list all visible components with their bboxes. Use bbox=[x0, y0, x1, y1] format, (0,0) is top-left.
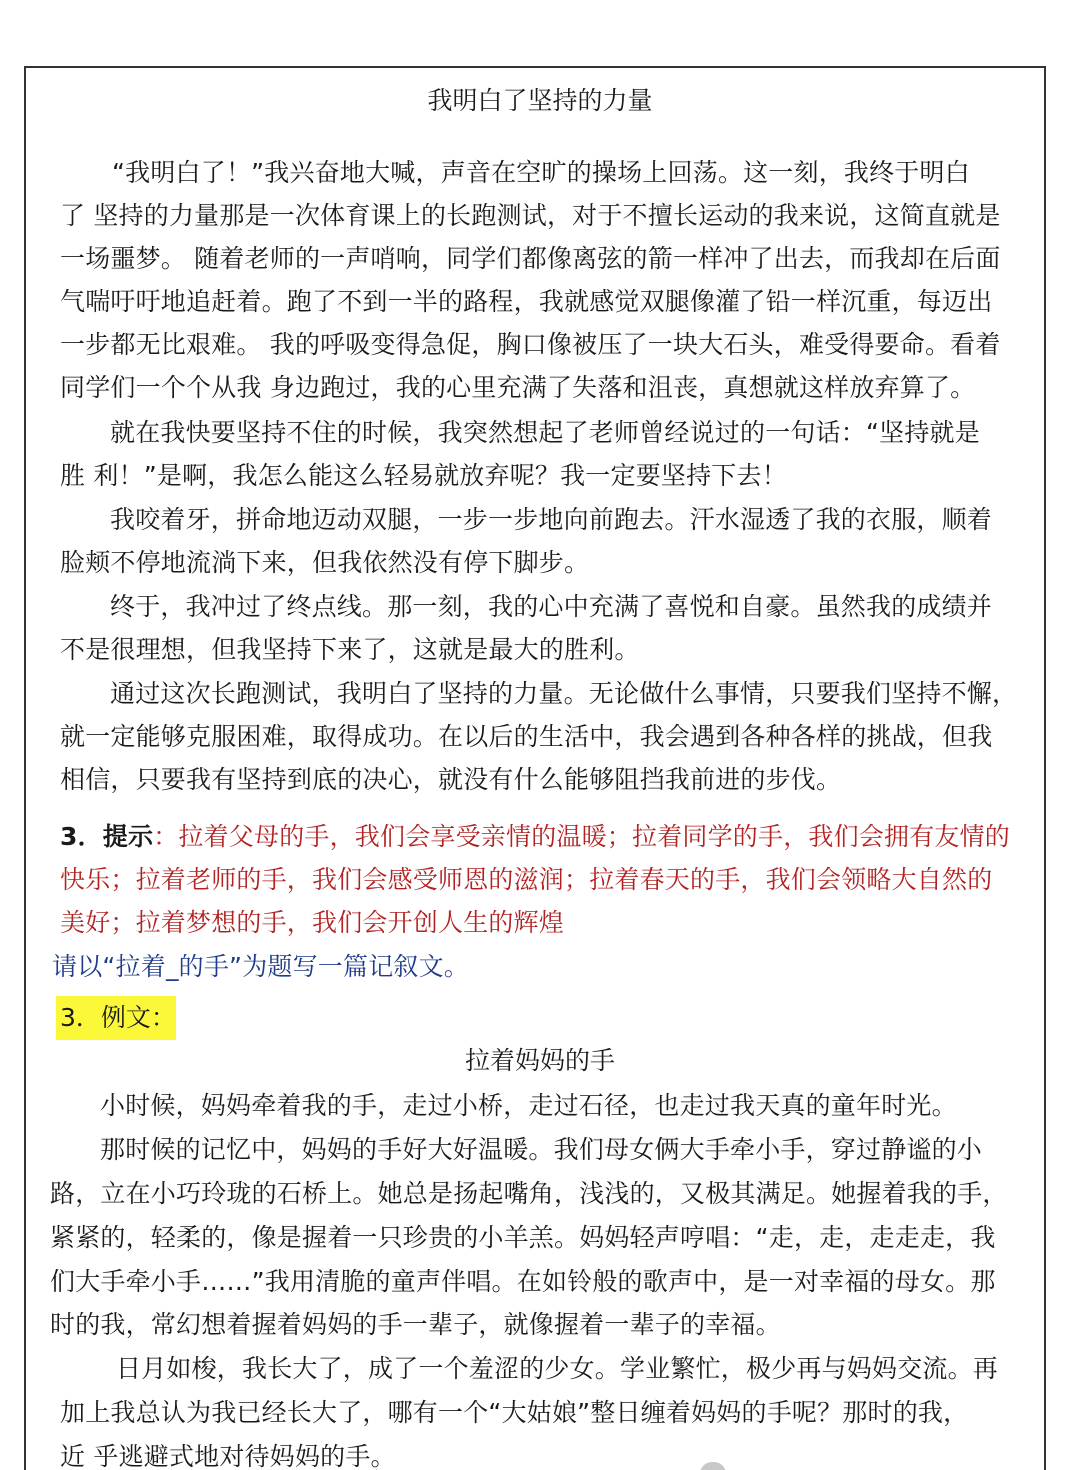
example-line: 时的我，常幻想着握着妈妈的手一辈子，就像握着一辈子的幸福。 bbox=[50, 1310, 781, 1339]
example-line: 小时候，妈妈牵着我的手，走过小桥，走过石径，也走过我天真的童年时光。 bbox=[100, 1091, 957, 1120]
tip-line-first bbox=[60, 820, 1010, 854]
essay1-line: 我咬着牙，拼命地迈动双腿，一步一步地向前跑去。汗水湿透了我的衣服，顺着 bbox=[110, 505, 993, 534]
essay1-line: 脸颊不停地流淌下来，但我依然没有停下脚步。 bbox=[60, 548, 590, 577]
tip-text: 拉着父母的手，我们会享受亲情的温暖；拉着同学的手，我们会拥有友情的 bbox=[178, 822, 1011, 851]
example-line: 加上我总认为我已经长大了，哪有一个“大姑娘”整日缠着妈妈的手呢？那时的我， bbox=[60, 1398, 969, 1427]
essay1-line: 同学们一个个从我 身边跑过，我的心里充满了失落和沮丧，真想就这样放弃算了。 bbox=[60, 373, 976, 402]
example-line: 们大手牵小手……”我用清脆的童声伴唱。在如铃般的歌声中，是一对幸福的母女。那 bbox=[50, 1267, 996, 1296]
essay1-line: 一场噩梦。 随着老师的一声哨响，同学们都像离弦的箭一样冲了出去，而我却在后面 bbox=[60, 244, 1001, 273]
essay1-line: 就在我快要坚持不住的时候，我突然想起了老师曾经说过的一句话：“坚持就是 bbox=[110, 418, 980, 447]
example-line: 路，立在小巧玲珑的石桥上。她总是扬起嘴角，浅浅的，又极其满足。她握着我的手， bbox=[50, 1179, 1008, 1208]
essay1-line: “我明白了！”我兴奋地大喊，声音在空旷的操场上回荡。这一刻，我终于明白 bbox=[112, 158, 970, 187]
example-line: 那时候的记忆中，妈妈的手好大好温暖。我们母女俩大手牵小手，穿过静谧的小 bbox=[100, 1135, 983, 1164]
essay1-line: 相信，只要我有坚持到底的决心，就没有什么能够阻挡我前进的步伐。 bbox=[60, 765, 842, 794]
example-title: 拉着妈妈的手 bbox=[464, 1046, 615, 1075]
essay1-line: 胜 利！”是啊，我怎么能这么轻易就放弃呢？我一定要坚持下去！ bbox=[60, 461, 787, 490]
writing-prompt: 请以“拉着_的手”为题写一篇记叙文。 bbox=[52, 952, 470, 981]
example-line: 近 乎逃避式地对待妈妈的手。 bbox=[60, 1442, 396, 1470]
example-line: 紧紧的，轻柔的，像是握着一只珍贵的小羊羔。妈妈轻声哼唱：“走，走，走走走，我 bbox=[50, 1223, 996, 1252]
example-label: 3．例文： bbox=[60, 1003, 176, 1032]
essay1-line: 就一定能够克服困难，取得成功。在以后的生活中，我会遇到各种各样的挑战，但我 bbox=[60, 722, 993, 751]
essay1-line: 不是很理想，但我坚持下来了，这就是最大的胜利。 bbox=[60, 635, 640, 664]
essay1-title: 我明白了坚持的力量 bbox=[427, 86, 653, 115]
tip-colon: ： bbox=[153, 822, 179, 851]
essay1-line: 气喘吁吁地追赶着。跑了不到一半的路程，我就感觉双腿像灌了铅一样沉重，每迈出 bbox=[60, 287, 993, 316]
tip-line: 快乐；拉着老师的手，我们会感受师恩的滋润；拉着春天的手，我们会领略大自然的 bbox=[60, 865, 993, 894]
tip-label: 3．提示 bbox=[60, 822, 154, 851]
example-line: 日月如梭，我长大了，成了一个羞涩的少女。学业繁忙，极少再与妈妈交流。再 bbox=[116, 1354, 999, 1383]
essay1-line: 一步都无比艰难。 我的呼吸变得急促，胸口像被压了一块大石头，难受得要命。看着 bbox=[60, 330, 1001, 359]
tip-line: 美好；拉着梦想的手，我们会开创人生的辉煌 bbox=[60, 908, 565, 937]
essay1-line: 终于，我冲过了终点线。那一刻，我的心中充满了喜悦和自豪。虽然我的成绩并 bbox=[110, 592, 993, 621]
essay1-line: 了 坚持的力量那是一次体育课上的长跑测试，对于不擅长运动的我来说，这简直就是 bbox=[60, 201, 1001, 230]
essay1-line: 通过这次长跑测试，我明白了坚持的力量。无论做什么事情，只要我们坚持不懈， bbox=[110, 679, 1018, 708]
